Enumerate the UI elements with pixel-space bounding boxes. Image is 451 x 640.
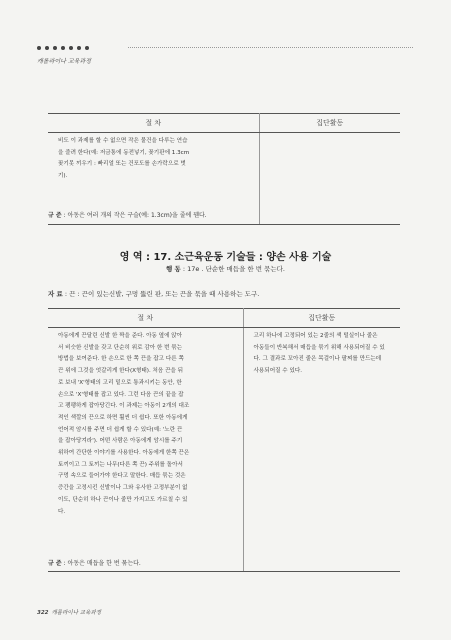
dot (77, 46, 81, 50)
procedure-table-2 (48, 308, 400, 572)
materials-line (48, 289, 259, 298)
page-footer (37, 608, 101, 616)
text-line: 기). (58, 173, 68, 180)
text-line: 위하여 간단한 이야기를 사용한다. 아동에게 한쪽 끈은 (58, 450, 190, 457)
text-line: 방법을 보여준다. 한 손으로 한 쪽 끈을 잡고 다른 쪽 (58, 356, 184, 363)
behavior-line (0, 264, 451, 273)
page-number: 322 (37, 610, 49, 616)
dot (69, 46, 73, 50)
criterion-label: 규 준 (48, 560, 62, 567)
header-dotted-rule (128, 47, 413, 48)
criterion-1 (48, 210, 207, 219)
text-line: 다. (58, 508, 66, 515)
dot (37, 46, 41, 50)
criterion-text: : 아동은 여러 개의 작은 구슬(예: 1.3cm)을 줄에 꿴다. (61, 212, 207, 219)
text-line: 로 보내 'X'형태의 고리 밑으로 통과시키는 동안, 한 (58, 379, 182, 386)
text-line: 아동에게 끈달린 신발 한 짝을 준다. 아동 옆에 앉아 (58, 333, 183, 339)
procedure-text (48, 328, 243, 572)
text-line: 을 잡아당겨라'). 어떤 사람은 아동에게 암시를 주기 (58, 438, 183, 445)
criterion-label: 규 준 (48, 212, 62, 219)
text-line: 증간을 고정시킨 신발이나 그와 유사한 고정부분이 없 (58, 485, 188, 492)
behavior-text: : 17e . 단순한 매듭을 한 번 묶는다. (180, 265, 286, 273)
text-line: 이도, 단순히 하나 끈이나 줄만 가지고도 가르칠 수 있 (58, 496, 188, 503)
text-line: 토끼이고 그 토끼는 나무(다른 쪽 끈) 주위를 돌아서 (58, 461, 183, 468)
behavior-label: 행 동 (165, 265, 181, 273)
header-dots (37, 46, 89, 50)
procedure-table-1 (48, 113, 400, 225)
dot (53, 46, 57, 50)
dot (85, 46, 89, 50)
criterion-text: : 아동은 매듭을 한 번 묶는다. (61, 560, 141, 567)
text-line: 고리 하나에 고정되어 있는 2줄의 색 털실이나 줄은 (253, 333, 378, 339)
text-line: 언어적 암시를 주면 더 쉽게 할 수 있다(예: '노란 끈 (58, 426, 183, 433)
text-line: 을 즐려 한다(예: 저금통에 동전넣기, 꽂기판에 1.3cm (58, 149, 190, 156)
column-header-procedure: 절 차 (48, 309, 243, 328)
dot (45, 46, 49, 50)
group-activity-text (259, 133, 400, 225)
column-header-group-activity: 집단활동 (259, 114, 400, 133)
column-header-procedure: 절 차 (48, 114, 259, 133)
group-activity-text (243, 328, 400, 572)
text-line: 끈 위에 그것을 엇갈리게 한다(X형태). 처음 끈을 뒤 (58, 368, 184, 375)
text-line: 꽂기못 끼우기 : 빠리얼 또는 건포도를 손가락으로 벗 (58, 161, 186, 168)
text-line: 구멍 속으로 들어가야 한다고 말한다. 매듭 묶는 것은 (58, 473, 186, 480)
text-line: 사용되어질 수 있다. (253, 368, 303, 375)
column-header-group-activity: 집단활동 (243, 309, 400, 328)
footer-title: 캐롤라이나 교육과정 (51, 610, 102, 616)
text-line: 손으로 'X'형태를 잡고 있다. 그런 다음 끈의 끝을 잡 (58, 391, 184, 398)
text-line: 비도 이 과제를 할 수 없으면 작은 물건을 다루는 연습 (58, 138, 188, 144)
section-title: 영 역 : 17. 소근육운동 기술들 : 양손 사용 기술 (119, 252, 332, 263)
running-header: 캐롤라이나 교육과정 (37, 58, 92, 65)
materials-label: 자 료 (48, 290, 63, 298)
text-line: 아동들이 반복해서 매듭을 묶기 위해 사용되어질 수 있 (253, 344, 385, 351)
text-line: 다. 그 결과로 꼬아진 줄은 목걸이나 팔찌를 만드는데 (253, 356, 382, 363)
materials-text: : 끈 : 끈이 있는신발, 구멍 뚫린 판, 또는 끈을 묶을 때 사용하는 도구. (62, 290, 260, 298)
text-line: 적인 색깔의 끈으로 하면 훨씬 더 쉽다. 또한 아동에게 (58, 414, 188, 421)
text-line: 서 비슷한 신발을 갖고 단순히 위로 감아 한 번 묶는 (58, 344, 183, 351)
dot (61, 46, 65, 50)
criterion-2 (48, 558, 141, 567)
text-line: 고 팽팽하게 잡아당긴다. 이 과제는 아동이 2개의 대조 (58, 403, 190, 410)
